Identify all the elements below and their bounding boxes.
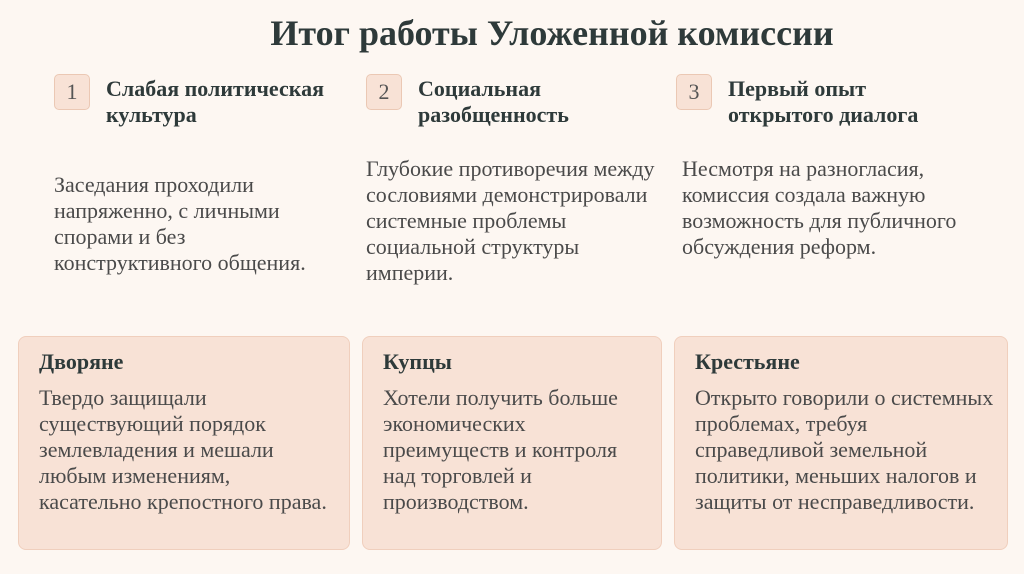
estate-card-merchants <box>362 336 662 550</box>
estate-card-peasants <box>674 336 1008 550</box>
estate-card-nobility <box>18 336 350 550</box>
page-title: Итог работы Уложенной комиссии <box>270 13 834 53</box>
point-heading: Слабая политическая культура <box>106 76 324 127</box>
point-number-badge: 3 <box>676 74 712 110</box>
point-number-badge: 2 <box>366 74 402 110</box>
point-description-3: Несмотря на разногласия, комиссия создала важную возможность для публичного обсуждения реформ. <box>682 156 957 259</box>
card-body: Твердо защищали существующий порядок землевладения и мешали любым изменениям, касательно крепостного права. <box>39 385 327 514</box>
point-number-badge: 1 <box>54 74 90 110</box>
card-title: Крестьяне <box>695 349 800 374</box>
card-body: Открыто говорили о системных проблемах, требуя справедливой земельной политики, меньших налогов и защиты от несправедливости. <box>695 385 994 514</box>
point-heading: Социальная разобщенность <box>418 76 569 127</box>
point-heading: Первый опыт открытого диалога <box>728 76 919 127</box>
card-title: Дворяне <box>39 349 124 374</box>
card-body: Хотели получить больше экономических преимуществ и контроля над торговлей и производством. <box>383 385 618 514</box>
point-description-2: Глубокие противоречия между сословиями демонстрировали системные проблемы социальной структуры империи. <box>366 156 655 285</box>
point-description-1: Заседания проходили напряженно, с личными спорами и без конструктивного общения. <box>54 172 306 275</box>
card-title: Купцы <box>383 349 452 374</box>
